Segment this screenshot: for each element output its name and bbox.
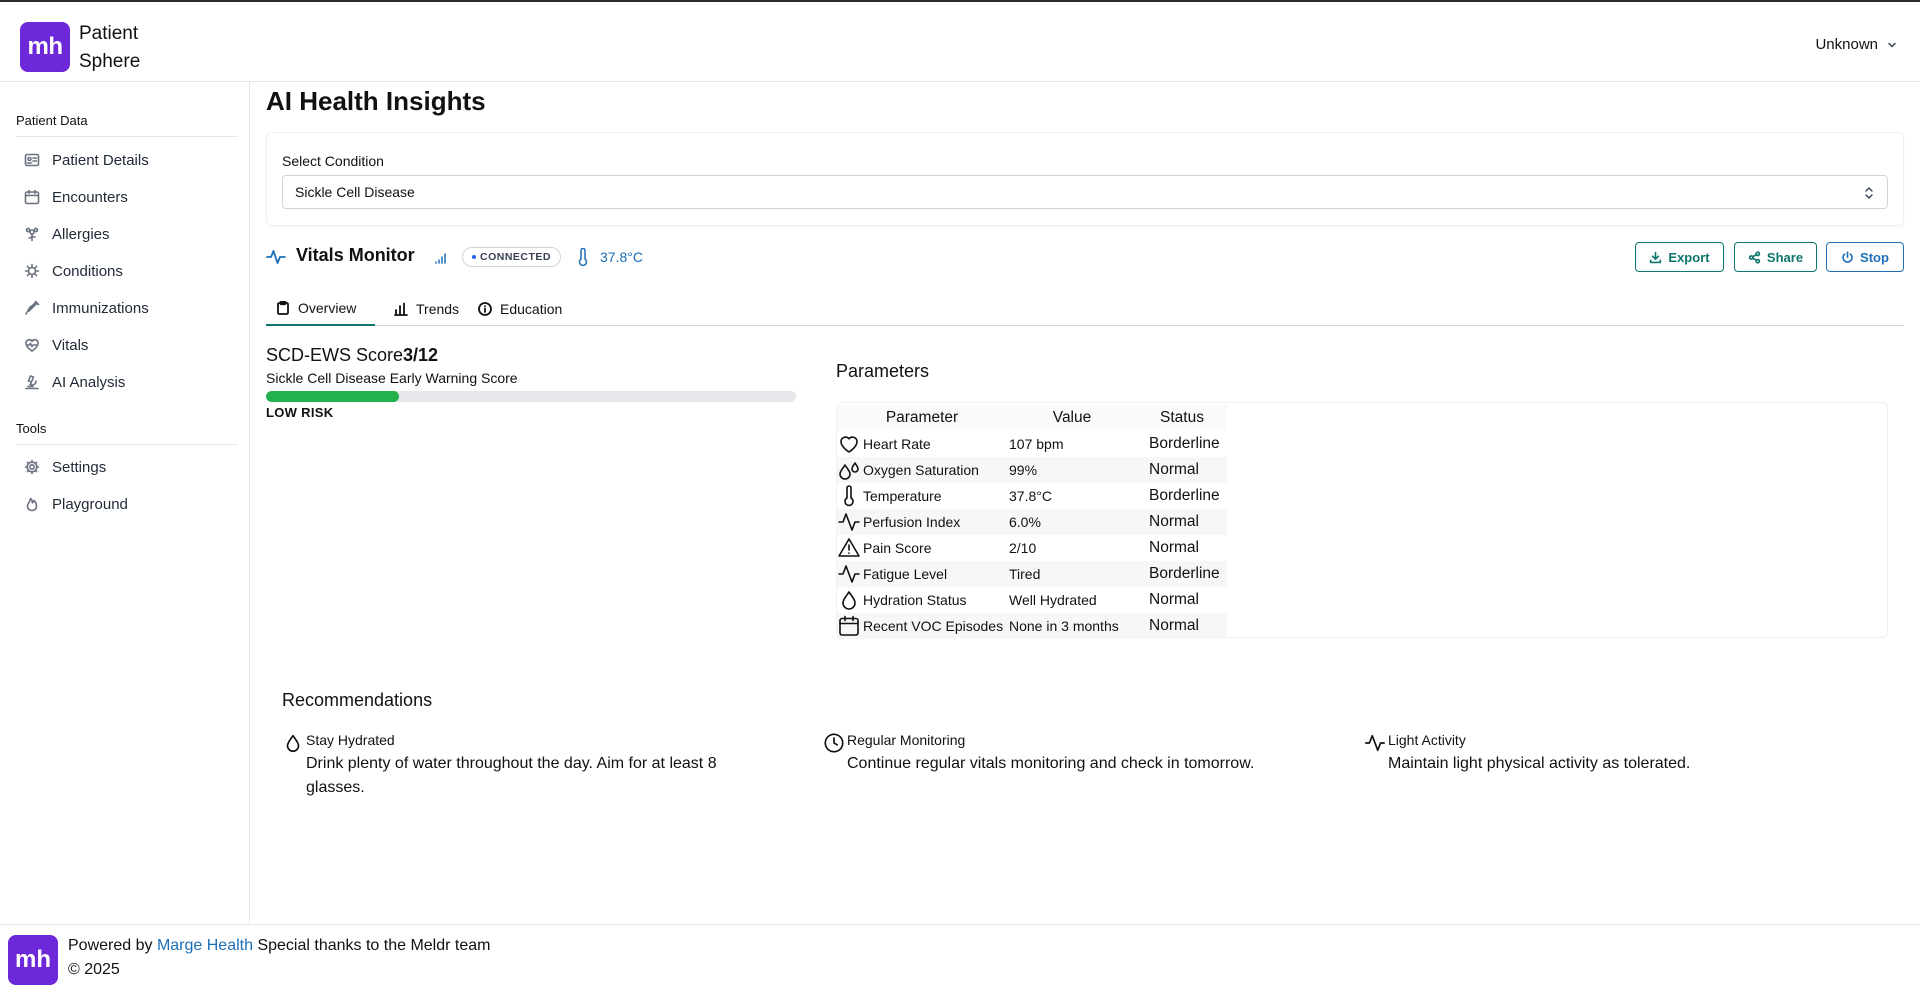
sidebar-group-tools: Tools [16, 421, 47, 436]
marge-health-link[interactable]: Marge Health [156, 937, 253, 954]
footer-logo: mh [8, 935, 58, 985]
recommendation-text: Continue regular vitals monitoring and check in tomorrow. [847, 755, 1255, 772]
sidebar-item-ai-analysis[interactable] [16, 367, 238, 397]
parameter-value: 6.0% [1007, 509, 1137, 535]
parameter-name: Fatigue Level [863, 566, 948, 582]
connection-status-text: CONNECTED [480, 251, 552, 263]
virus-icon [24, 263, 40, 279]
share-icon [1748, 251, 1761, 264]
parameter-value: None in 3 months [1007, 613, 1137, 639]
condition-label: Select Condition [282, 153, 384, 169]
score-title [266, 345, 438, 366]
sidebar-item-immunizations[interactable] [16, 293, 238, 323]
table-row [837, 483, 1227, 509]
column-header-parameter: Parameter [837, 405, 1007, 431]
score-value: 3/12 [403, 345, 439, 365]
sidebar-item-label: Settings [52, 458, 107, 476]
connection-status-badge [462, 247, 561, 267]
share-button[interactable] [1734, 242, 1817, 272]
parameter-value: 107 bpm [1009, 436, 1064, 452]
flame-icon [24, 496, 40, 512]
sidebar [0, 82, 250, 924]
table-row [837, 509, 1227, 535]
calendar-icon [837, 614, 861, 638]
app-footer [0, 924, 1920, 994]
syringe-icon [24, 300, 40, 316]
parameter-name: Oxygen Saturation [863, 462, 979, 478]
sidebar-item-encounters[interactable] [16, 182, 238, 212]
app-logo[interactable]: mh [20, 22, 70, 72]
parameter-status: Normal [1137, 613, 1227, 639]
risk-level-label: LOW RISK [266, 405, 334, 420]
column-header-status: Status [1137, 405, 1227, 431]
vitals-monitor-title: Vitals Monitor [296, 245, 415, 265]
score-name: SCD-EWS Score [266, 345, 404, 365]
sidebar-item-label: Patient Details [52, 151, 149, 169]
parameter-status: Normal [1137, 509, 1227, 535]
tab-overview[interactable] [266, 292, 375, 326]
flower-icon [24, 226, 40, 242]
parameter-name: Temperature [863, 488, 942, 504]
signal-icon [434, 251, 448, 265]
table-row [837, 587, 1227, 613]
activity-icon [1364, 732, 1386, 754]
recommendation-title: Regular Monitoring [847, 732, 966, 748]
powered-by-text: Powered by [68, 937, 153, 954]
recommendation-text: Drink plenty of water throughout the day. Aim for at least 8 glasses. [306, 755, 717, 796]
sidebar-item-playground[interactable] [16, 489, 238, 519]
status-dot [472, 255, 476, 259]
parameters-heading: Parameters [836, 361, 930, 381]
page-title: AI Health Insights [266, 86, 486, 116]
parameter-name: Perfusion Index [863, 514, 961, 530]
sidebar-item-label: Encounters [52, 188, 128, 206]
table-row [837, 561, 1227, 587]
parameter-status: Borderline [1149, 435, 1220, 452]
temperature-reading: 37.8°C [600, 249, 643, 265]
score-progress-fill [266, 391, 399, 402]
table-row [837, 431, 1227, 457]
droplet-icon [282, 732, 304, 754]
export-button[interactable] [1635, 242, 1724, 272]
condition-select[interactable] [282, 175, 1888, 209]
tab-label: Overview [298, 300, 357, 316]
info-icon [478, 302, 492, 316]
clipboard-icon [276, 301, 290, 315]
gear-icon [24, 459, 40, 475]
parameter-name: Heart Rate [863, 436, 931, 452]
parameter-status: Borderline [1137, 561, 1227, 587]
sidebar-item-label: AI Analysis [52, 373, 126, 391]
chevron-up-down-icon [1863, 185, 1875, 201]
sidebar-item-label: Conditions [52, 262, 123, 280]
sidebar-item-patient-details[interactable] [16, 145, 238, 175]
score-subtitle: Sickle Cell Disease Early Warning Score [266, 370, 518, 386]
recommendation-title: Stay Hydrated [306, 732, 395, 748]
brand-name: Patient Sphere [79, 23, 141, 72]
tab-label: Education [500, 301, 563, 317]
vitals-monitor-bar [266, 241, 1904, 273]
id-card-icon [24, 152, 40, 168]
parameters-table [837, 405, 1227, 639]
recommendations-heading: Recommendations [282, 690, 433, 710]
stop-button-label: Stop [1860, 249, 1889, 265]
column-header-value: Value [1007, 405, 1137, 431]
tab-education[interactable] [468, 292, 572, 326]
download-icon [1649, 251, 1662, 264]
condition-card [266, 132, 1904, 226]
parameter-name: Recent VOC Episodes [863, 618, 1004, 634]
sidebar-divider [16, 444, 238, 445]
thermometer-icon [837, 484, 861, 508]
share-button-label: Share [1766, 249, 1804, 265]
sidebar-item-conditions[interactable] [16, 256, 238, 286]
parameter-status: Borderline [1149, 487, 1220, 504]
activity-icon [266, 247, 286, 267]
heart-icon [837, 432, 861, 456]
sidebar-item-label: Vitals [52, 336, 89, 354]
table-row [837, 613, 1227, 639]
sidebar-item-vitals[interactable] [16, 330, 238, 360]
warning-icon [837, 536, 861, 560]
clock-icon [823, 732, 845, 754]
sidebar-group-patient-data: Patient Data [16, 113, 88, 128]
user-name: Unknown [1815, 36, 1878, 53]
sidebar-item-label: Allergies [52, 225, 110, 243]
table-row [837, 457, 1227, 483]
sidebar-item-label: Playground [52, 495, 128, 513]
parameter-value: 37.8°C [1009, 488, 1052, 504]
sidebar-item-label: Immunizations [52, 299, 149, 317]
stop-button[interactable] [1826, 242, 1904, 272]
parameter-value: 99% [1007, 457, 1137, 483]
export-button-label: Export [1668, 249, 1710, 265]
heart-pulse-icon [24, 337, 40, 353]
parameters-card [836, 402, 1888, 638]
droplets-icon [837, 458, 861, 482]
sidebar-item-settings[interactable] [16, 452, 238, 482]
calendar-icon [24, 189, 40, 205]
recommendation-title: Light Activity [1388, 732, 1466, 748]
parameter-status: Normal [1149, 591, 1199, 608]
condition-selected-value: Sickle Cell Disease [295, 184, 415, 200]
parameter-status: Normal [1149, 539, 1199, 556]
sidebar-divider [16, 136, 238, 137]
footer-credits [68, 937, 490, 955]
power-icon [1841, 251, 1854, 264]
app-header [0, 2, 1920, 82]
table-row [837, 535, 1227, 561]
parameter-name: Pain Score [863, 540, 932, 556]
parameter-value: Tired [1007, 561, 1137, 587]
parameter-value: Well Hydrated [1009, 592, 1097, 608]
tab-trends[interactable] [384, 292, 469, 326]
chevron-down-icon [1886, 39, 1898, 51]
recommendation-text: Maintain light physical activity as tolerated. [1388, 755, 1691, 772]
parameter-name: Hydration Status [863, 592, 967, 608]
tab-label: Trends [416, 301, 460, 317]
droplet-icon [837, 588, 861, 612]
score-progress-bar [266, 391, 796, 402]
thanks-text: Special thanks to the Meldr team [257, 937, 491, 954]
tab-bar [266, 292, 1904, 326]
activity-icon [837, 510, 861, 534]
bar-chart-icon [394, 302, 408, 316]
user-menu[interactable] [1815, 36, 1898, 53]
parameter-status: Normal [1137, 457, 1227, 483]
parameter-value: 2/10 [1009, 540, 1037, 556]
microscope-icon [24, 374, 40, 390]
sidebar-item-allergies[interactable] [16, 219, 238, 249]
copyright-text: © 2025 [68, 961, 120, 978]
activity-icon [837, 562, 861, 586]
thermometer-icon [576, 248, 590, 266]
